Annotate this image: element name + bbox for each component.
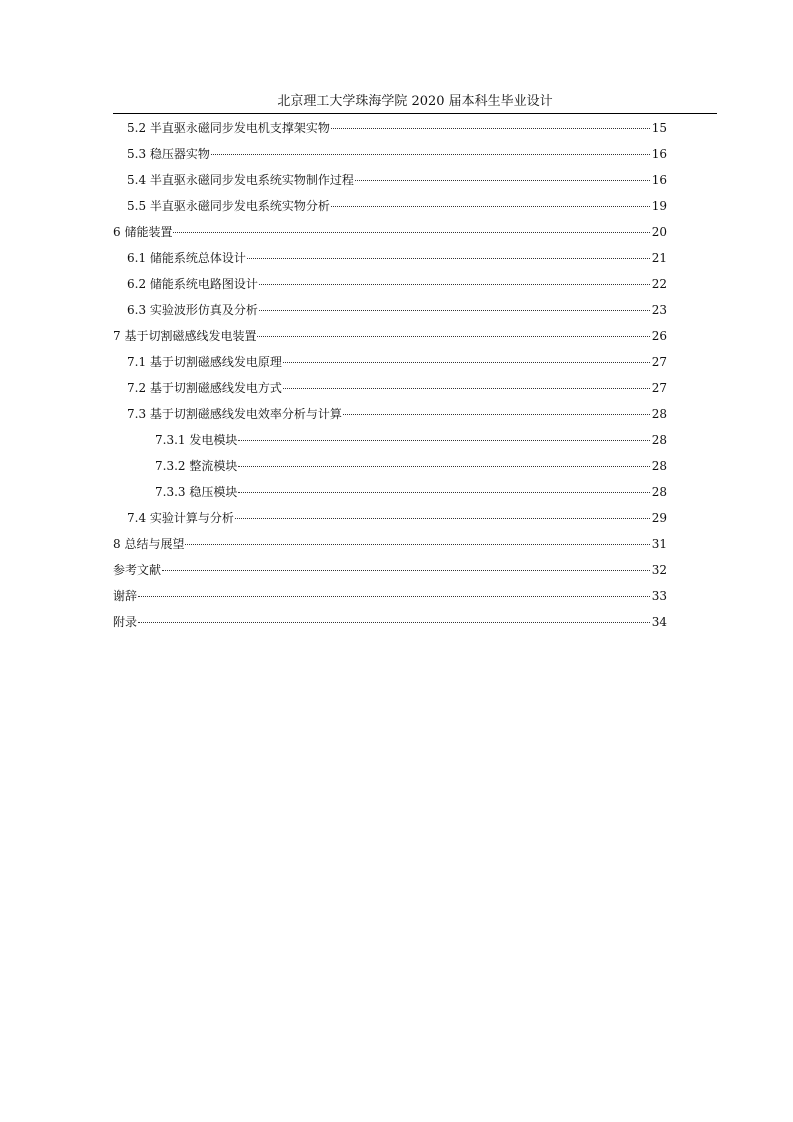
toc-dot-leader: [283, 361, 650, 363]
toc-entry-page: 16: [651, 147, 667, 161]
toc-entry-title: 7.3 基于切割磁感线发电效率分析与计算: [127, 407, 342, 421]
toc-entry-title: 5.2 半直驱永磁同步发电机支撑架实物: [127, 121, 330, 135]
toc-entry[interactable]: [113, 271, 667, 297]
toc-entry-title: 6.1 储能系统总体设计: [127, 251, 246, 265]
toc-entry-page: 20: [651, 225, 667, 239]
toc-entry-page: 28: [651, 459, 667, 473]
toc-entry-title: 7.3.1 发电模块: [155, 433, 238, 447]
toc-dot-leader: [185, 543, 650, 545]
toc-entry[interactable]: [113, 531, 667, 557]
toc-entry-title: 5.4 半直驱永磁同步发电系统实物制作过程: [127, 173, 354, 187]
toc-entry-title: 谢辞: [113, 589, 138, 603]
toc-dot-leader: [173, 231, 650, 233]
toc-entry[interactable]: [113, 375, 667, 401]
toc-entry-page: 26: [651, 329, 667, 343]
toc-entry[interactable]: [113, 167, 667, 193]
toc-entry[interactable]: [113, 427, 667, 453]
toc-entry[interactable]: [113, 297, 667, 323]
toc-dot-leader: [259, 309, 650, 311]
toc-entry[interactable]: [113, 193, 667, 219]
toc-entry-page: 16: [651, 173, 667, 187]
toc-entry[interactable]: [113, 219, 667, 245]
toc-entry-title: 7.2 基于切割磁感线发电方式: [127, 381, 282, 395]
toc-entry-title: 附录: [113, 615, 138, 629]
toc-entry-page: 15: [651, 121, 667, 135]
toc-entry-page: 23: [651, 303, 667, 317]
toc-entry-page: 28: [651, 485, 667, 499]
toc-dot-leader: [247, 257, 650, 259]
toc-entry-page: 27: [651, 381, 667, 395]
toc-entry-title: 7 基于切割磁感线发电装置: [113, 329, 257, 343]
toc-dot-leader: [238, 465, 650, 467]
table-of-contents: [113, 115, 667, 635]
toc-dot-leader: [259, 283, 650, 285]
toc-dot-leader: [343, 413, 650, 415]
toc-entry[interactable]: [113, 557, 667, 583]
toc-entry-title: 5.5 半直驱永磁同步发电系统实物分析: [127, 199, 330, 213]
toc-entry-page: 27: [651, 355, 667, 369]
toc-entry-title: 5.3 稳压器实物: [127, 147, 210, 161]
toc-dot-leader: [355, 179, 650, 181]
toc-entry[interactable]: [113, 609, 667, 635]
toc-entry-page: 29: [651, 511, 667, 525]
toc-dot-leader: [238, 439, 650, 441]
toc-dot-leader: [235, 517, 650, 519]
toc-entry-page: 31: [651, 537, 667, 551]
toc-entry-title: 7.3.3 稳压模块: [155, 485, 238, 499]
toc-entry-page: 28: [651, 433, 667, 447]
toc-dot-leader: [283, 387, 650, 389]
toc-entry-page: 32: [651, 563, 667, 577]
toc-entry-title: 7.4 实验计算与分析: [127, 511, 234, 525]
toc-dot-leader: [331, 205, 650, 207]
toc-dot-leader: [138, 595, 650, 597]
toc-entry-page: 21: [651, 251, 667, 265]
toc-entry-title: 6.3 实验波形仿真及分析: [127, 303, 258, 317]
toc-entry-title: 8 总结与展望: [113, 537, 185, 551]
toc-entry[interactable]: [113, 453, 667, 479]
toc-dot-leader: [138, 621, 650, 623]
toc-entry-page: 33: [651, 589, 667, 603]
toc-entry-page: 22: [651, 277, 667, 291]
toc-entry-page: 28: [651, 407, 667, 421]
toc-dot-leader: [257, 335, 650, 337]
toc-entry[interactable]: [113, 479, 667, 505]
toc-entry-title: 6 储能装置: [113, 225, 173, 239]
toc-entry[interactable]: [113, 115, 667, 141]
toc-entry[interactable]: [113, 323, 667, 349]
toc-entry-title: 参考文献: [113, 563, 162, 577]
toc-entry[interactable]: [113, 141, 667, 167]
toc-dot-leader: [162, 569, 650, 571]
toc-dot-leader: [238, 491, 650, 493]
toc-entry[interactable]: [113, 245, 667, 271]
toc-dot-leader: [331, 127, 650, 129]
page-header: [113, 93, 717, 114]
header-title: 北京理工大学珠海学院 2020 届本科生毕业设计: [277, 94, 553, 109]
toc-entry-title: 7.3.2 整流模块: [155, 459, 238, 473]
toc-dot-leader: [211, 153, 650, 155]
toc-entry[interactable]: [113, 583, 667, 609]
toc-entry-page: 34: [651, 615, 667, 629]
toc-entry[interactable]: [113, 349, 667, 375]
toc-entry-title: 7.1 基于切割磁感线发电原理: [127, 355, 282, 369]
toc-entry-title: 6.2 储能系统电路图设计: [127, 277, 258, 291]
toc-entry-page: 19: [651, 199, 667, 213]
toc-entry[interactable]: [113, 401, 667, 427]
toc-entry[interactable]: [113, 505, 667, 531]
